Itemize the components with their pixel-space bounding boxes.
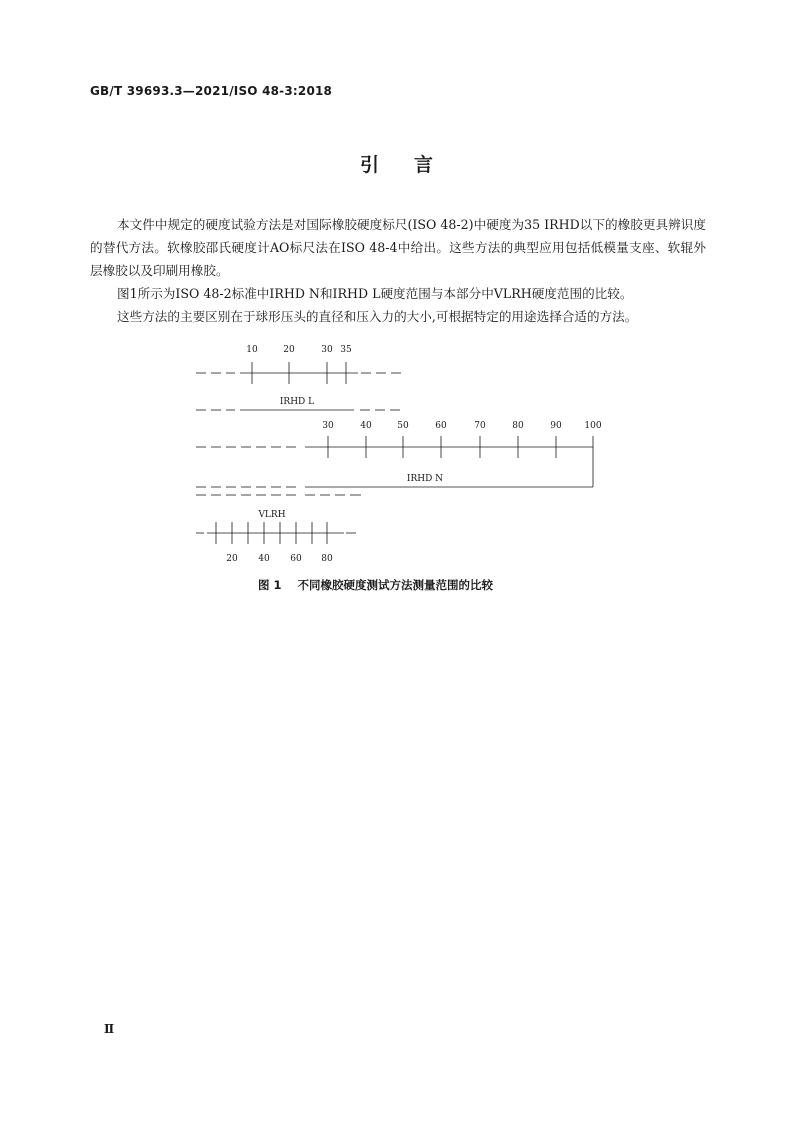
- irhd-n-tick-label: 100: [584, 421, 602, 431]
- vlrh-label: VLRH: [258, 510, 286, 520]
- hardness-range-figure: [0, 330, 794, 570]
- irhd-l-tick-label: 35: [340, 345, 352, 355]
- paragraph-3: 这些方法的主要区别在于球形压头的直径和压入力的大小,可根据特定的用途选择合适的方法。: [117, 309, 638, 324]
- paragraph-2: 图1所示为ISO 48-2标准中IRHD N和IRHD L硬度范围与本部分中VLRH硬度范围的比较。: [117, 286, 633, 301]
- page-number: Ⅱ: [104, 1022, 115, 1036]
- irhd-n-tick-label: 40: [360, 421, 372, 431]
- irhd-n-label: IRHD N: [406, 474, 444, 484]
- vlrh-tick-label: 20: [226, 554, 238, 564]
- standard-code-header: GB/T 39693.3—2021/ISO 48-3:2018: [90, 84, 333, 98]
- vlrh-tick-label: 80: [321, 554, 333, 564]
- vlrh-tick-label: 40: [258, 554, 270, 564]
- figure-caption: [258, 577, 493, 593]
- title-char-1: 引: [359, 154, 380, 176]
- irhd-n-tick-label: 80: [512, 421, 524, 431]
- irhd-l-tick-label: 20: [283, 345, 295, 355]
- introduction-body: [90, 213, 706, 328]
- irhd-n-tick-label: 60: [435, 421, 447, 431]
- figure-number: 图 1: [258, 578, 282, 592]
- vlrh-tick-label: 60: [290, 554, 302, 564]
- figure-caption-text: 不同橡胶硬度测试方法测量范围的比较: [297, 578, 494, 592]
- page-title: [0, 150, 794, 177]
- irhd-l-tick-label: 30: [321, 345, 333, 355]
- irhd-l-tick-label: 10: [246, 345, 258, 355]
- irhd-l-label: IRHD L: [279, 397, 315, 407]
- irhd-n-tick-label: 50: [397, 421, 409, 431]
- irhd-n-tick-label: 70: [474, 421, 486, 431]
- irhd-n-tick-label: 30: [322, 421, 334, 431]
- irhd-n-tick-label: 90: [550, 421, 562, 431]
- paragraph-1: 本文件中规定的硬度试验方法是对国际橡胶硬度标尺(ISO 48-2)中硬度为35 IRHD以下的橡胶更具辨识度的替代方法。软橡胶邵氏硬度计AO标尺法在ISO 48-4中给出。这些方法的典型应用包括低模量支座、软辊外层橡胶以及印刷用橡胶。: [90, 217, 706, 278]
- title-char-2: 言: [414, 154, 435, 176]
